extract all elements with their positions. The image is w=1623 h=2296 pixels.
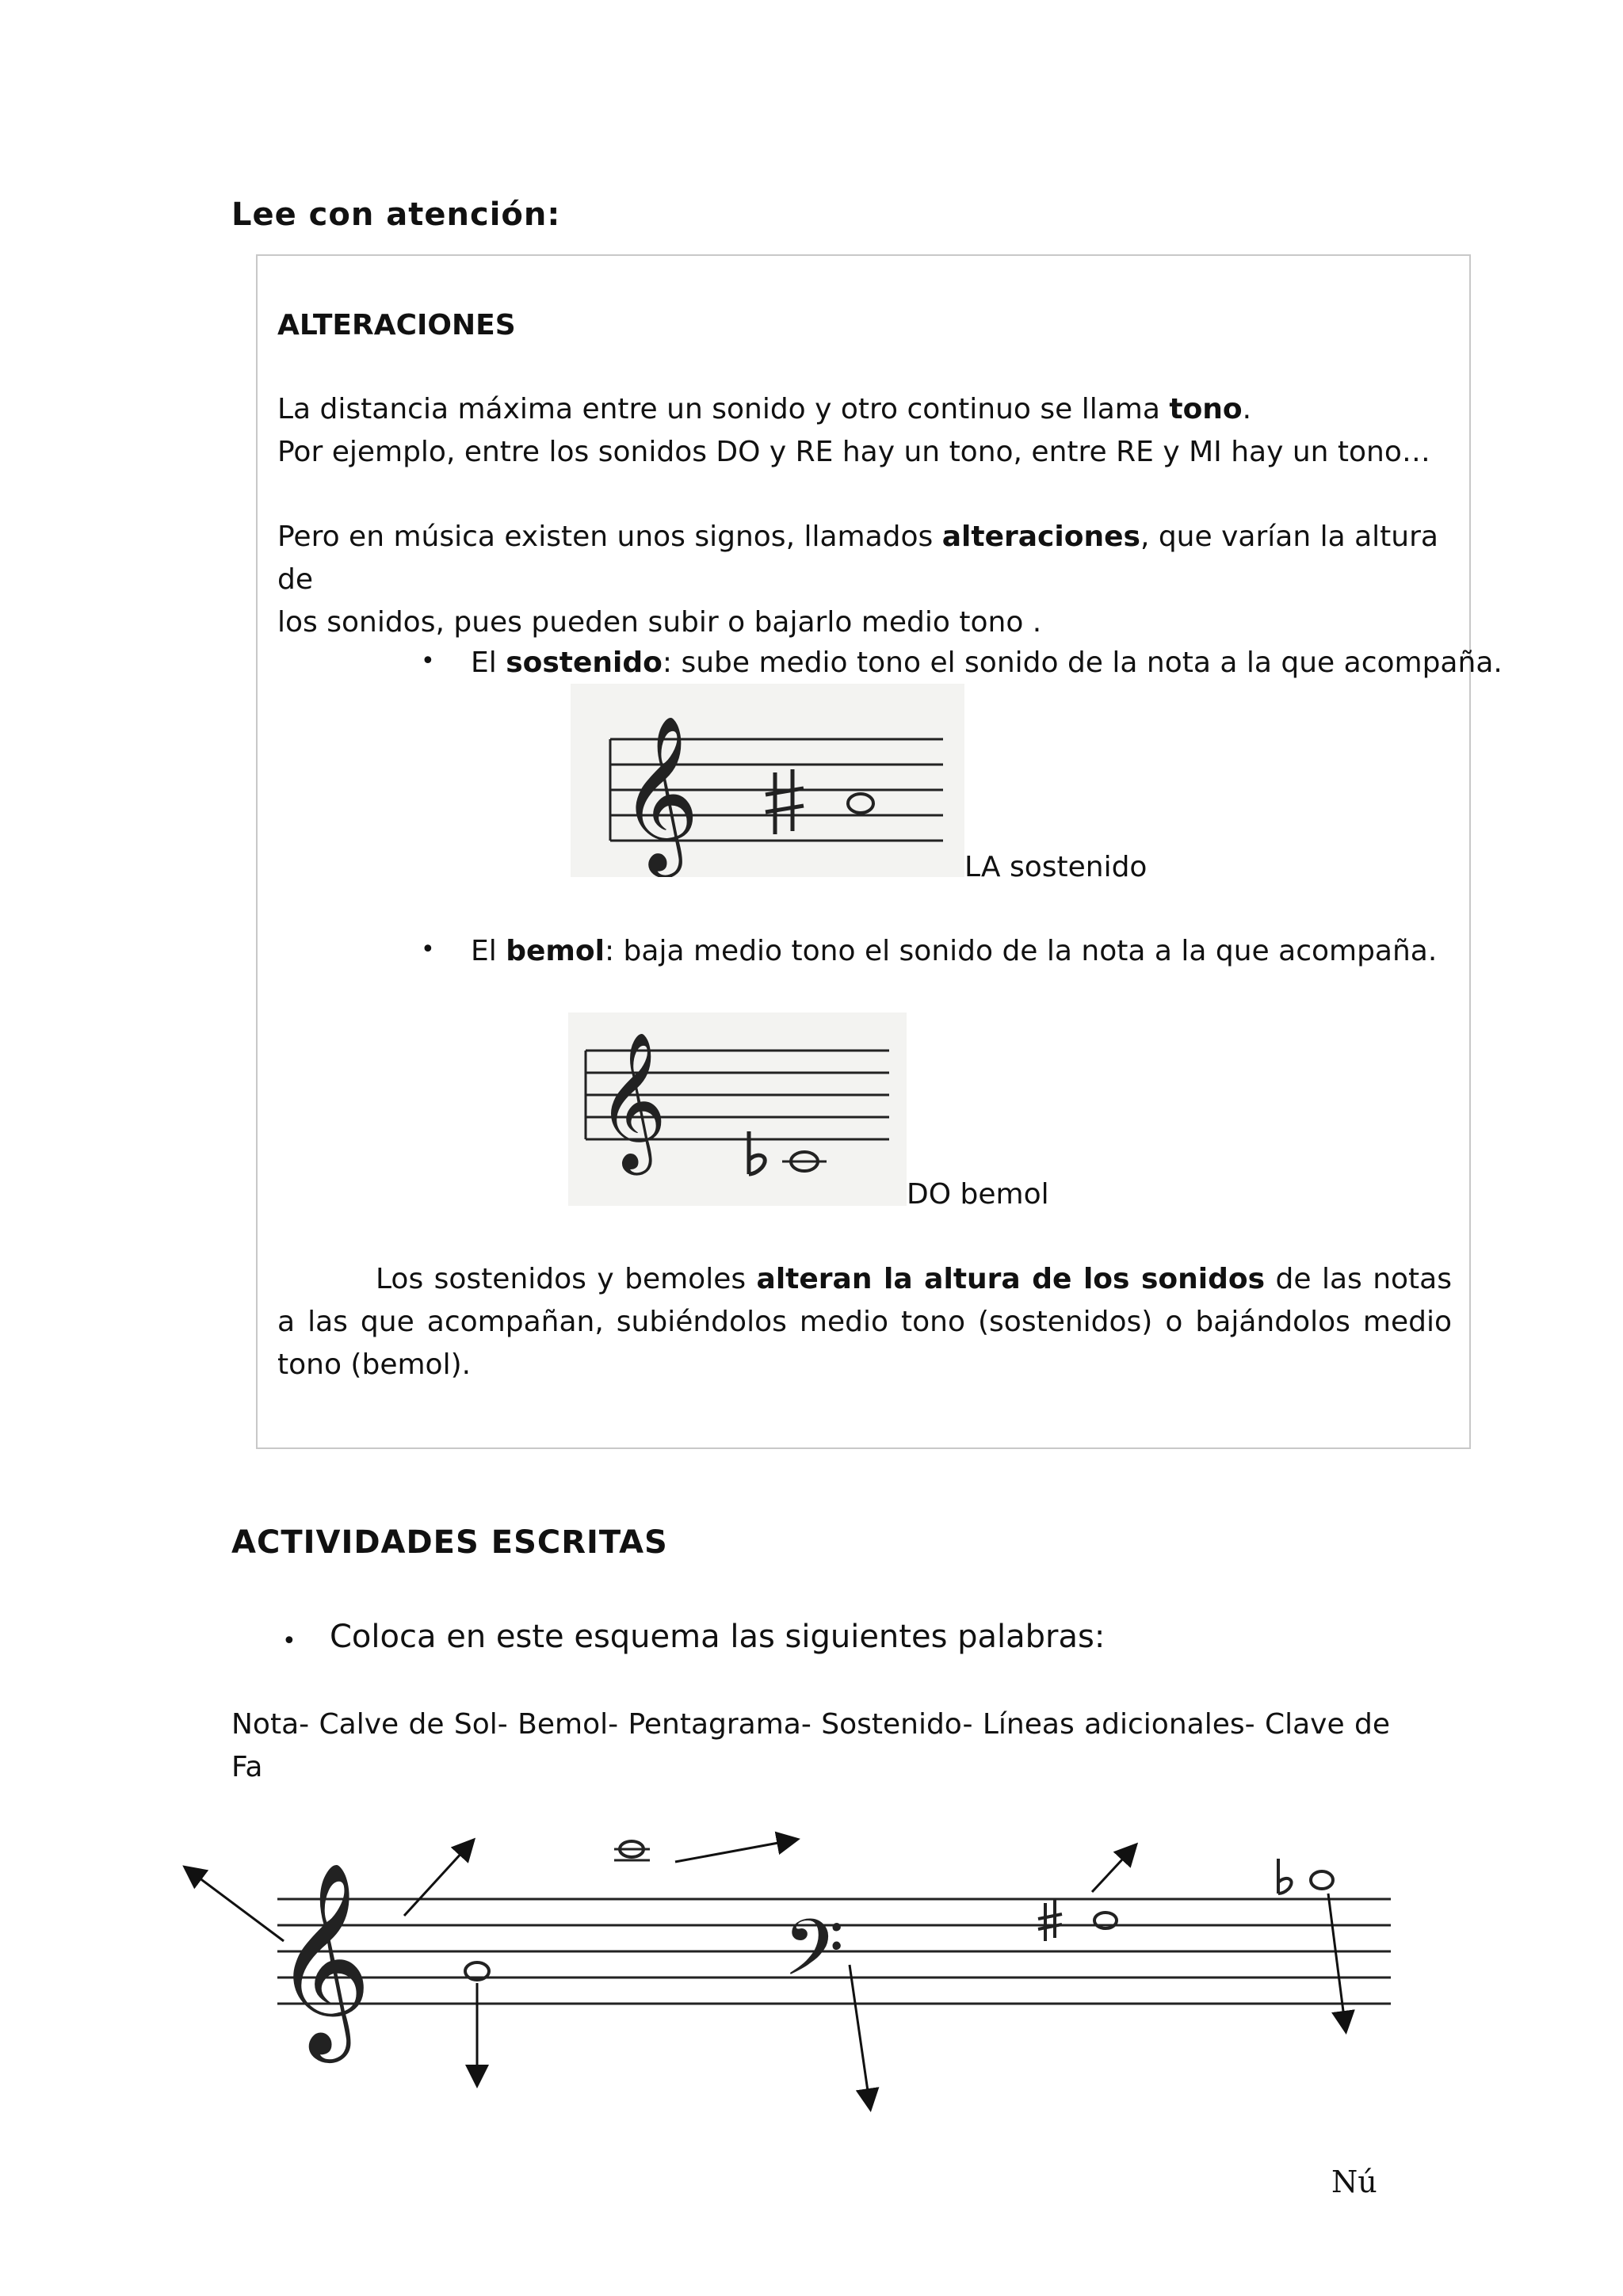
whole-note-icon <box>614 1841 650 1860</box>
intro-heading: Lee con atención: <box>231 196 561 233</box>
sharp-icon <box>1038 1900 1062 1941</box>
treble-clef-icon: 𝄞 <box>597 1032 667 1169</box>
whole-note-icon <box>782 1152 827 1171</box>
whole-note-icon <box>1311 1871 1333 1889</box>
flat-icon <box>749 1131 765 1174</box>
exercise-diagram <box>174 1814 1411 2131</box>
paragraph-conclusion: Los sostenidos y bemoles alteran la altura de los sonidos de las notas a las que acompañan, subiéndolos medio tono (sostenidos) o bajándolos medio tono (bemol). <box>277 1263 1452 1381</box>
bullet-symbol: • <box>421 936 435 963</box>
flat-icon <box>1278 1859 1292 1894</box>
activities-heading: ACTIVIDADES ESCRITAS <box>231 1524 668 1561</box>
sharp-icon <box>766 769 804 834</box>
paragraph-tono <box>277 388 1466 474</box>
bullet-symbol: • <box>282 1627 296 1655</box>
paragraph-alteraciones-line1: Pero en música existen unos signos, llamados alteraciones, que varían la altura de <box>277 521 1438 596</box>
bass-clef-icon: 𝄢 <box>783 1903 845 2013</box>
caption-la-sostenido: LA sostenido <box>964 851 1148 883</box>
box-title: ALTERACIONES <box>277 309 516 341</box>
paragraph-alteraciones <box>277 516 1466 644</box>
treble-clef-icon: 𝄞 <box>273 1860 372 2054</box>
activity-instruction: Coloca en este esquema las siguientes palabras: <box>330 1619 1106 1655</box>
whole-note-icon <box>848 794 873 813</box>
sharp-example-image <box>571 684 964 877</box>
bullet-sostenido: El sostenido: sube medio tono el sonido de la nota a la que acompaña. <box>471 646 1503 679</box>
page-number: Nú <box>1331 2164 1377 2199</box>
bullet-bemol: El bemol: baja medio tono el sonido de la nota a la que acompaña. <box>471 935 1438 967</box>
paragraph-alteraciones-line2: los sonidos, pues pueden subir o bajarlo medio tono . <box>277 606 1042 639</box>
paragraph-tono-line1: La distancia máxima entre un sonido y otro continuo se llama tono. <box>277 393 1252 425</box>
flat-example-image <box>568 1013 907 1206</box>
paragraph-tono-line2: Por ejemplo, entre los sonidos DO y RE hay un tono, entre RE y MI hay un tono… <box>277 436 1430 468</box>
word-list: Nota- Calve de Sol- Bemol- Pentagrama- Sostenido- Líneas adicionales- Clave de Fa <box>231 1708 1390 1783</box>
treble-clef-icon: 𝄞 <box>620 715 700 871</box>
bullet-symbol: • <box>421 647 435 675</box>
caption-do-bemol: DO bemol <box>907 1178 1049 1211</box>
